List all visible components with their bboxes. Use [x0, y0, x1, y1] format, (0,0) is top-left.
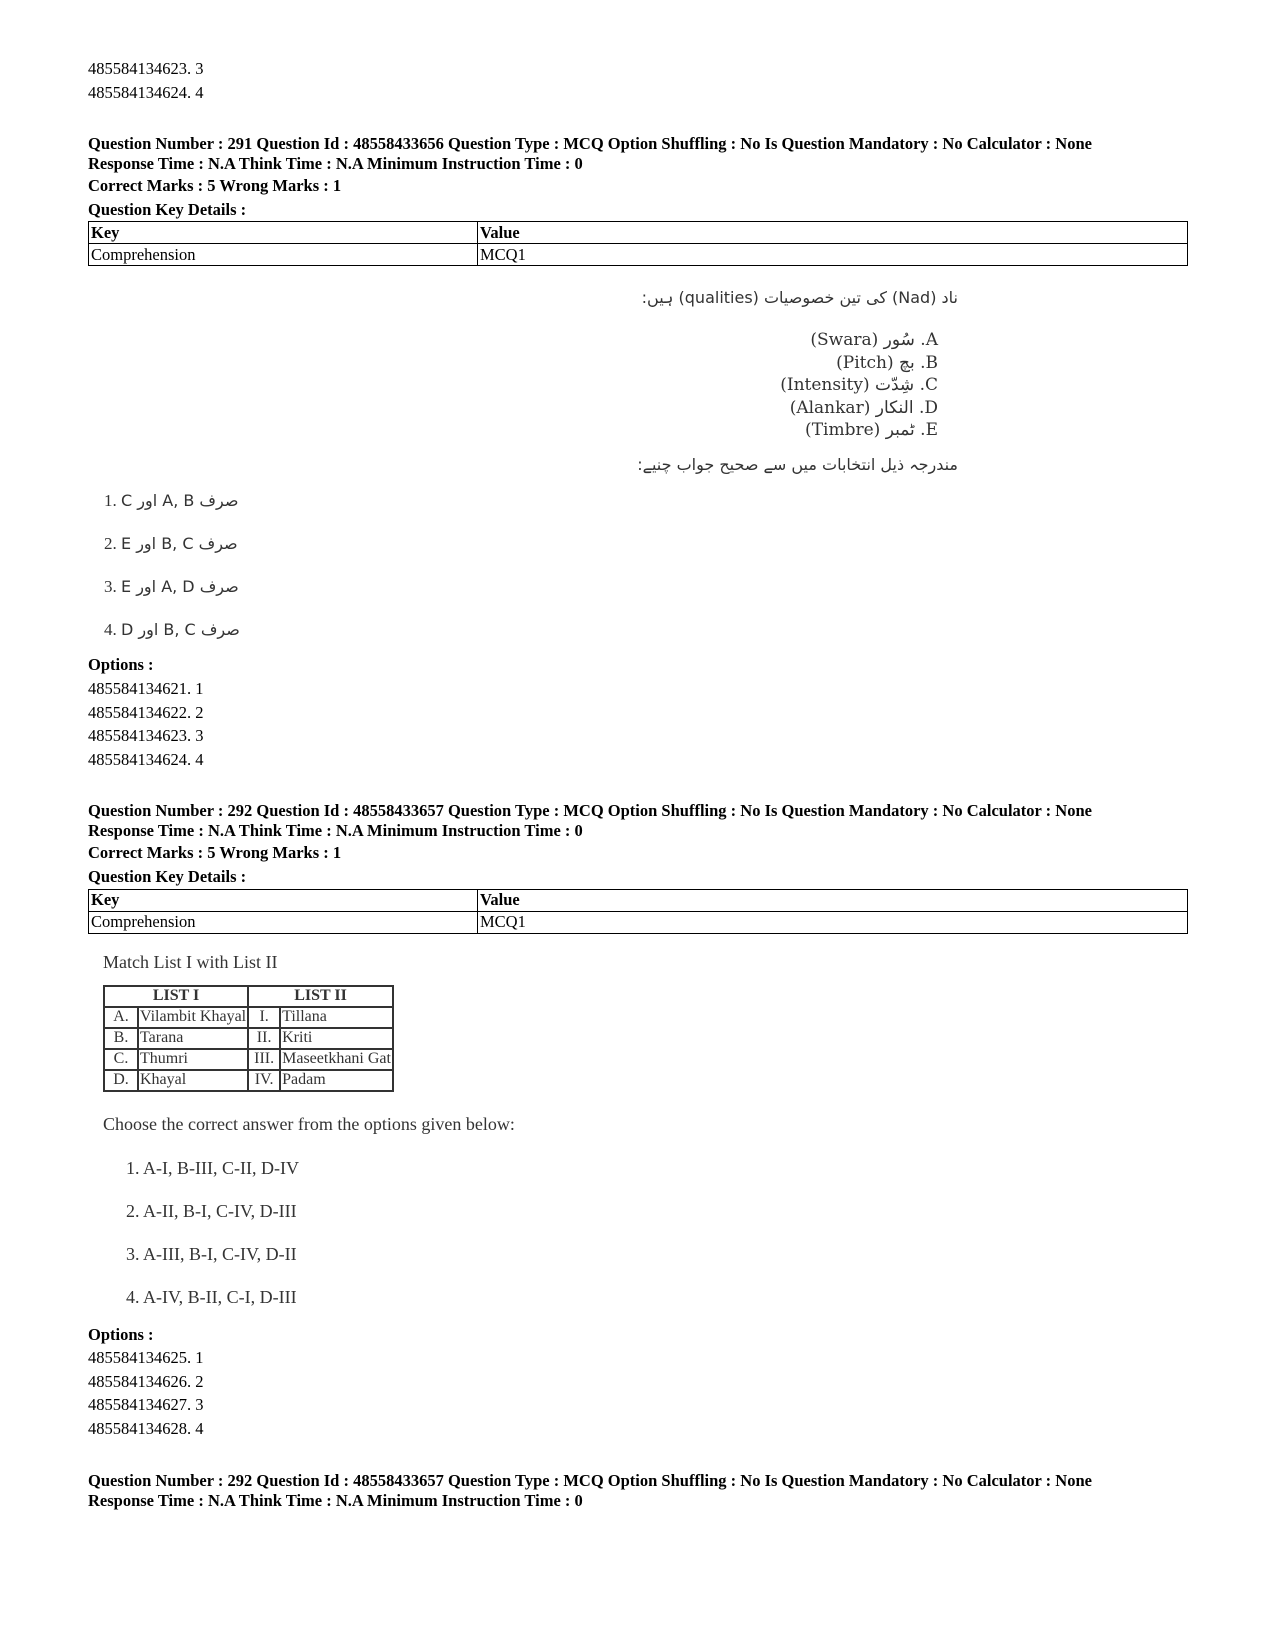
- question-291: [88, 134, 1188, 771]
- question-header: Question Number : 292 Question Id : 48558433657 Question Type : MCQ Option Shuffling : No Is Question Mandatory : No Calculator : None: [88, 801, 1092, 821]
- answer-choice: 3. A-III, B-I, C-IV, D-II: [126, 1243, 297, 1264]
- question-timing: Response Time : N.A Think Time : N.A Minimum Instruction Time : 0: [88, 1490, 583, 1510]
- choice-number: 2.: [104, 534, 117, 554]
- question-marks: Correct Marks : 5 Wrong Marks : 1: [88, 843, 342, 863]
- key-details-label: Question Key Details :: [88, 199, 247, 219]
- statement-item: A. سُور (Swara): [810, 330, 938, 351]
- question-timing: Response Time : N.A Think Time : N.A Minimum Instruction Time : 0: [88, 821, 583, 841]
- choice-text: صرف A, D اور E: [121, 577, 239, 597]
- match-lists-table: [103, 985, 394, 1092]
- option-line: 485584134623. 3: [88, 726, 204, 746]
- list-row: [104, 1028, 393, 1049]
- statement-item: C. شِدّت (Intensity): [780, 375, 938, 396]
- key-details-label: Question Key Details :: [88, 866, 247, 886]
- option-line: 485584134627. 3: [88, 1395, 204, 1415]
- options-label: Options :: [88, 655, 154, 675]
- document-page: [88, 0, 1188, 1511]
- list-row: [104, 1070, 393, 1091]
- option-line: 485584134624. 4: [88, 749, 204, 769]
- statement-item: D. النکار (Alankar): [789, 397, 938, 418]
- list-1-label: D.: [104, 1070, 138, 1091]
- option-line: 485584134621. 1: [88, 678, 204, 698]
- list-2-label: III.: [248, 1049, 280, 1070]
- list-2-label: II.: [248, 1028, 280, 1049]
- list-2-item: Maseetkhani Gat: [280, 1049, 393, 1070]
- list-1-label: A.: [104, 1007, 138, 1028]
- key-details-table: [88, 221, 1188, 266]
- statement-item: B. بچ (Pitch): [836, 352, 938, 373]
- answer-choices: [88, 479, 1188, 651]
- choice-text: صرف B, C اور E: [121, 534, 238, 554]
- answer-choice: 4. A-IV, B-II, C-I, D-III: [126, 1286, 297, 1307]
- question-marks: Correct Marks : 5 Wrong Marks : 1: [88, 176, 342, 196]
- list-2-item: Padam: [280, 1070, 393, 1091]
- list-1-header: LIST I: [104, 986, 248, 1007]
- list-2-header: LIST II: [248, 986, 393, 1007]
- key-cell: Comprehension: [89, 911, 478, 933]
- urdu-statement-list: [780, 329, 938, 442]
- list-1-item: Thumri: [138, 1049, 248, 1070]
- urdu-question-title: ناد (Nad) کی تین خصوصیات (qualities) ہیں:: [641, 288, 958, 308]
- option-line: 485584134626. 2: [88, 1371, 204, 1391]
- list-2-item: Kriti: [280, 1028, 393, 1049]
- answer-choice: 1. A-I, B-III, C-II, D-IV: [126, 1157, 299, 1178]
- value-header: Value: [478, 222, 1188, 244]
- key-header: Key: [89, 889, 478, 911]
- list-1-label: B.: [104, 1028, 138, 1049]
- list-1-item: Vilambit Khayal: [138, 1007, 248, 1028]
- key-cell: Comprehension: [89, 244, 478, 266]
- value-cell: MCQ1: [478, 244, 1188, 266]
- option-line: 485584134628. 4: [88, 1418, 204, 1438]
- option-line: 485584134623. 3: [88, 59, 204, 78]
- choose-instruction: Choose the correct answer from the options given below:: [103, 1113, 515, 1134]
- list-1-label: C.: [104, 1049, 138, 1070]
- list-row: [104, 1007, 393, 1028]
- question-image-urdu: [88, 266, 1188, 479]
- options-label: Options :: [88, 1324, 154, 1344]
- list-2-item: Tillana: [280, 1007, 393, 1028]
- choice-number: 3.: [104, 577, 117, 597]
- key-details-table: [88, 889, 1188, 934]
- value-header: Value: [478, 889, 1188, 911]
- question-292: [88, 801, 1188, 1440]
- question-header: Question Number : 292 Question Id : 48558433657 Question Type : MCQ Option Shuffling : No Is Question Mandatory : No Calculator : None: [88, 1470, 1092, 1490]
- list-1-item: Tarana: [138, 1028, 248, 1049]
- option-line: 485584134625. 1: [88, 1348, 204, 1368]
- choice-text: صرف B, C اور D: [121, 620, 240, 640]
- choice-text: صرف A, B اور C: [121, 491, 239, 511]
- option-line: 485584134622. 2: [88, 702, 204, 722]
- urdu-instruction: مندرجہ ذیل انتخابات میں سے صحیح جواب چنیے:: [637, 455, 958, 475]
- answer-choice: [104, 608, 1188, 651]
- answer-choice: [104, 522, 1188, 565]
- answer-choice: [104, 565, 1188, 608]
- match-intro: Match List I with List II: [103, 951, 278, 972]
- key-header: Key: [89, 222, 478, 244]
- question-header: Question Number : 291 Question Id : 48558433656 Question Type : MCQ Option Shuffling : No Is Question Mandatory : No Calculator : None: [88, 134, 1092, 154]
- list-2-label: I.: [248, 1007, 280, 1028]
- list-2-label: IV.: [248, 1070, 280, 1091]
- list-row: [104, 1049, 393, 1070]
- statement-item: E. ٹمبر (Timbre): [805, 420, 938, 441]
- option-line: 485584134624. 4: [88, 82, 204, 102]
- list-1-item: Khayal: [138, 1070, 248, 1091]
- value-cell: MCQ1: [478, 911, 1188, 933]
- choice-number: 4.: [104, 620, 117, 640]
- question-timing: Response Time : N.A Think Time : N.A Minimum Instruction Time : 0: [88, 154, 583, 174]
- answer-choice: [104, 479, 1188, 522]
- answer-choice: 2. A-II, B-I, C-IV, D-III: [126, 1200, 297, 1221]
- choice-number: 1.: [104, 491, 117, 511]
- question-292-repeat: [88, 1471, 1188, 1511]
- answer-choices: [88, 1147, 1188, 1319]
